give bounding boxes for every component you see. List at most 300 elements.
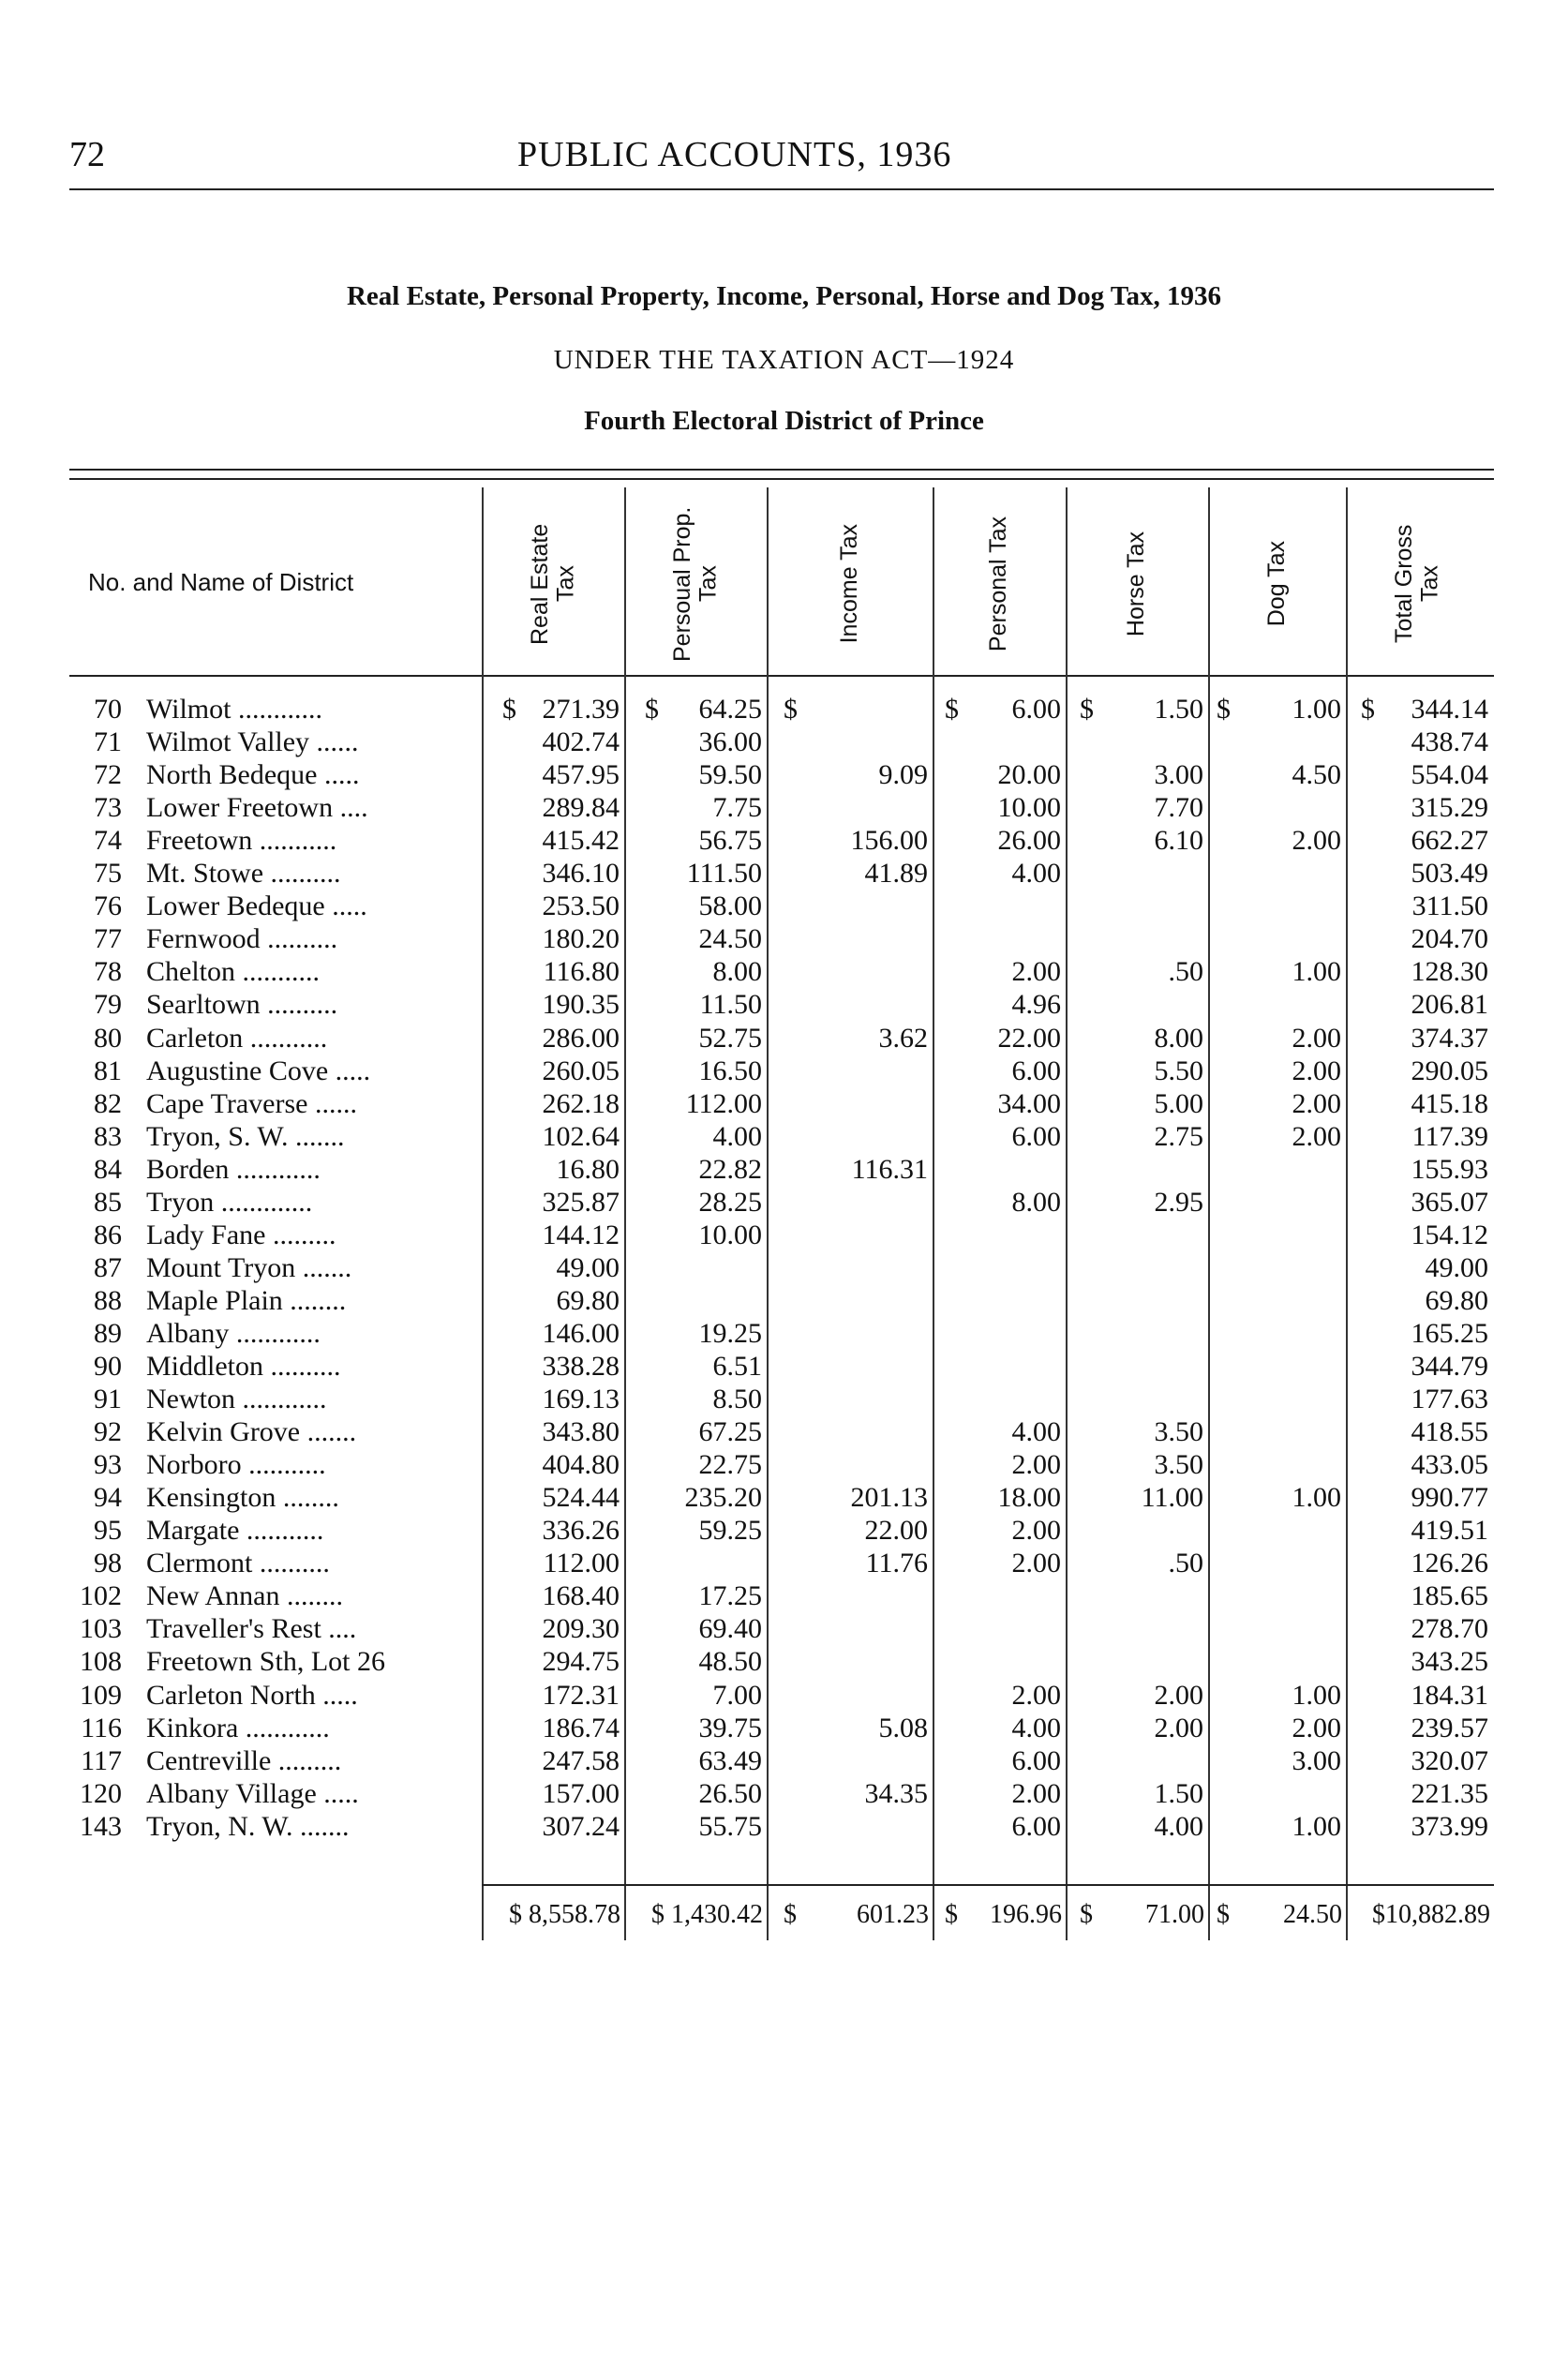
cell-total: 177.63: [1411, 1384, 1488, 1415]
cell-total: 374.37: [1411, 1022, 1488, 1054]
cell-personal: 8.00: [1011, 1186, 1061, 1218]
district-name: Kinkora ............: [146, 1712, 330, 1743]
cell-real-estate: 112.00: [543, 1548, 620, 1579]
district-number: 86: [94, 1219, 122, 1250]
cell-real-estate: 346.10: [542, 858, 620, 890]
cell-total: 278.70: [1411, 1613, 1488, 1645]
cell-real-estate: 144.12: [542, 1219, 620, 1250]
cell-horse: 6.10: [1154, 825, 1203, 857]
cell-horse: 3.00: [1154, 759, 1203, 791]
district-name: Lower Freetown ....: [146, 792, 368, 824]
table-top-rule: [69, 469, 1494, 471]
cell-total: 126.26: [1411, 1548, 1488, 1579]
total-dog: 24.50: [1283, 1900, 1342, 1929]
cell-total: 315.29: [1411, 792, 1488, 824]
table-row: [0, 1514, 1568, 1547]
cell-personal: 2.00: [1011, 1515, 1061, 1547]
total-personal-prop: $ 1,430.42: [651, 1900, 763, 1929]
cell-personal: 6.00: [1011, 1120, 1061, 1152]
cell-dog: 3.00: [1292, 1744, 1341, 1776]
cell-personal: 6.00: [1011, 694, 1061, 725]
table-row: [0, 1022, 1568, 1055]
cell-horse: 2.75: [1154, 1120, 1203, 1152]
cell-personal-prop: 56.75: [698, 825, 762, 857]
cell-dog: 4.50: [1292, 759, 1341, 791]
cell-personal-prop: 11.50: [699, 989, 762, 1021]
district-number: 116: [81, 1712, 122, 1743]
cell-total: 503.49: [1411, 858, 1488, 890]
cell-personal-prop: 26.50: [698, 1777, 762, 1809]
district-number: 108: [80, 1646, 122, 1678]
cell-personal-prop: 8.00: [712, 956, 762, 988]
cell-horse: 5.50: [1154, 1055, 1203, 1086]
dollar-sign: $: [1080, 1900, 1093, 1929]
cell-income: 9.09: [878, 759, 928, 791]
table-row: [0, 1120, 1568, 1153]
district-name: Cape Traverse ......: [146, 1087, 357, 1119]
table-row: [0, 758, 1568, 791]
cell-real-estate: 271.39: [542, 694, 620, 725]
column-header-horse: Horse Tax: [1123, 531, 1150, 637]
cell-real-estate: 457.95: [542, 759, 620, 791]
total-gross: $10,882.89: [1372, 1900, 1490, 1929]
cell-income: 11.76: [865, 1548, 928, 1579]
table-row: [0, 1645, 1568, 1678]
district-name: Tryon, N. W. .......: [146, 1810, 350, 1842]
cell-horse: 11.00: [1141, 1482, 1203, 1514]
cell-real-estate: 343.80: [542, 1416, 620, 1448]
cell-personal-prop: 59.50: [698, 759, 762, 791]
district-name: Kensington ........: [146, 1482, 339, 1514]
cell-personal: 34.00: [997, 1087, 1061, 1119]
district-name: Margate ...........: [146, 1515, 324, 1547]
table-subtitle: UNDER THE TAXATION ACT—1924: [553, 345, 1015, 375]
dollar-sign: $: [784, 1900, 797, 1929]
table-row: [0, 988, 1568, 1021]
cell-total: 320.07: [1411, 1744, 1488, 1776]
cell-total: 154.12: [1411, 1219, 1488, 1250]
district-number: 120: [80, 1777, 122, 1809]
header-bottom-rule: [69, 675, 1494, 677]
column-header-total: Total Gross Tax: [1390, 524, 1442, 644]
table-row: [0, 1481, 1568, 1514]
district-name: Mt. Stowe ..........: [146, 858, 341, 890]
cell-total: 343.25: [1411, 1646, 1488, 1678]
totals-rule: [482, 1884, 1494, 1886]
cell-real-estate: 69.80: [556, 1284, 620, 1316]
cell-personal-prop: 48.50: [698, 1646, 762, 1678]
district-number: 80: [94, 1022, 122, 1054]
total-real-estate: $ 8,558.78: [509, 1900, 620, 1929]
table-row: [0, 1415, 1568, 1448]
table-row: [0, 1087, 1568, 1120]
cell-personal: 22.00: [997, 1022, 1061, 1054]
dollar-sign: $: [502, 694, 516, 725]
cell-personal-prop: 24.50: [698, 923, 762, 955]
dollar-sign: $: [1217, 1900, 1230, 1929]
cell-real-estate: 524.44: [542, 1482, 620, 1514]
cell-total: 185.65: [1411, 1580, 1488, 1612]
column-header-income: Income Tax: [835, 524, 862, 644]
cell-personal-prop: 39.75: [698, 1712, 762, 1743]
column-header-dog: Dog Tax: [1262, 541, 1290, 627]
cell-personal-prop: 19.25: [698, 1317, 762, 1349]
cell-personal-prop: 22.75: [698, 1449, 762, 1481]
cell-horse: 3.50: [1154, 1449, 1203, 1481]
column-header-personal: Personal Tax: [985, 516, 1012, 652]
table-row: [0, 1712, 1568, 1744]
district-name: Borden ............: [146, 1153, 321, 1185]
district-name: Maple Plain ........: [146, 1284, 347, 1316]
cell-dog: 2.00: [1292, 1087, 1341, 1119]
cell-personal-prop: 58.00: [698, 890, 762, 922]
district-number: 102: [80, 1580, 122, 1612]
cell-personal: 2.00: [1011, 1777, 1061, 1809]
district-name: Carleton North .....: [146, 1679, 358, 1711]
cell-total: 117.39: [1411, 1120, 1488, 1152]
cell-dog: 1.00: [1292, 1810, 1341, 1842]
cell-dog: 2.00: [1292, 1055, 1341, 1086]
cell-real-estate: 336.26: [542, 1515, 620, 1547]
table-row: [0, 1579, 1568, 1612]
dollar-sign: $: [945, 694, 959, 725]
cell-dog: 1.00: [1292, 1482, 1341, 1514]
table-row: [0, 1251, 1568, 1284]
district-name: North Bedeque .....: [146, 759, 360, 791]
district-number: 74: [94, 825, 122, 857]
cell-personal-prop: 55.75: [698, 1810, 762, 1842]
district-name: Tryon .............: [146, 1186, 313, 1218]
running-head: PUBLIC ACCOUNTS, 1936: [517, 135, 952, 174]
district-name: New Annan ........: [146, 1580, 343, 1612]
cell-total: 69.80: [1425, 1284, 1488, 1316]
district-number: 117: [81, 1744, 122, 1776]
cell-total: 433.05: [1411, 1449, 1488, 1481]
district-number: 92: [94, 1416, 122, 1448]
column-header-personal-prop: Persoual Prop. Tax: [668, 506, 721, 662]
cell-real-estate: 16.80: [556, 1153, 620, 1185]
dollar-sign: $: [1217, 694, 1231, 725]
district-number: 70: [94, 694, 122, 725]
cell-total: 184.31: [1411, 1679, 1488, 1711]
cell-real-estate: 180.20: [542, 923, 620, 955]
cell-real-estate: 338.28: [542, 1351, 620, 1382]
cell-real-estate: 49.00: [556, 1251, 620, 1283]
cell-personal: 2.00: [1011, 1548, 1061, 1579]
district-name: Kelvin Grove .......: [146, 1416, 357, 1448]
cell-personal-prop: 111.50: [686, 858, 762, 890]
cell-dog: 1.00: [1292, 956, 1341, 988]
district-name: Freetown Sth, Lot 26: [146, 1646, 385, 1678]
table-row: [0, 1612, 1568, 1645]
district-name: Chelton ...........: [146, 956, 320, 988]
cell-horse: 5.00: [1154, 1087, 1203, 1119]
district-number: 103: [80, 1613, 122, 1645]
cell-income: 5.08: [878, 1712, 928, 1743]
cell-personal-prop: 59.25: [698, 1515, 762, 1547]
cell-real-estate: 289.84: [542, 792, 620, 824]
cell-personal: 4.00: [1011, 1712, 1061, 1743]
table-row: [0, 1448, 1568, 1481]
cell-total: 204.70: [1411, 923, 1488, 955]
district-number: 85: [94, 1186, 122, 1218]
cell-total: 418.55: [1411, 1416, 1488, 1448]
cell-personal: 4.00: [1011, 1416, 1061, 1448]
district-number: 78: [94, 956, 122, 988]
cell-real-estate: 190.35: [542, 989, 620, 1021]
cell-real-estate: 260.05: [542, 1055, 620, 1086]
district-heading: Fourth Electoral District of Prince: [584, 406, 984, 436]
cell-real-estate: 402.74: [542, 726, 620, 758]
cell-personal: 2.00: [1011, 1449, 1061, 1481]
cell-personal: 4.00: [1011, 858, 1061, 890]
cell-total: 373.99: [1411, 1810, 1488, 1842]
cell-real-estate: 253.50: [542, 890, 620, 922]
district-name: Traveller's Rest ....: [146, 1613, 357, 1645]
table-row: [0, 791, 1568, 824]
district-name: Norboro ...........: [146, 1449, 326, 1481]
cell-personal-prop: 69.40: [698, 1613, 762, 1645]
header-rule: [69, 188, 1494, 190]
table-top-rule-2: [69, 478, 1494, 480]
cell-income: 3.62: [878, 1022, 928, 1054]
cell-personal-prop: 17.25: [698, 1580, 762, 1612]
table-row: [0, 1744, 1568, 1777]
district-name: Albany ............: [146, 1317, 321, 1349]
table-row: [0, 1383, 1568, 1415]
district-name: Newton ............: [146, 1384, 327, 1415]
district-number: 89: [94, 1317, 122, 1349]
cell-personal: 26.00: [997, 825, 1061, 857]
district-number: 88: [94, 1284, 122, 1316]
cell-total: 662.27: [1411, 825, 1488, 857]
table-row: [0, 726, 1568, 758]
cell-real-estate: 157.00: [542, 1777, 620, 1809]
cell-horse: 1.50: [1154, 1777, 1203, 1809]
district-number: 93: [94, 1449, 122, 1481]
cell-dog: 2.00: [1292, 1022, 1341, 1054]
cell-real-estate: 247.58: [542, 1744, 620, 1776]
cell-real-estate: 169.13: [542, 1384, 620, 1415]
table-row: [0, 890, 1568, 922]
cell-personal: 18.00: [997, 1482, 1061, 1514]
cell-dog: 1.00: [1292, 694, 1341, 725]
cell-real-estate: 307.24: [542, 1810, 620, 1842]
district-name: Mount Tryon .......: [146, 1251, 352, 1283]
cell-personal-prop: 64.25: [698, 694, 762, 725]
cell-personal-prop: 52.75: [698, 1022, 762, 1054]
cell-real-estate: 209.30: [542, 1613, 620, 1645]
cell-total: 290.05: [1411, 1055, 1488, 1086]
cell-horse: 2.00: [1154, 1712, 1203, 1743]
cell-total: 344.14: [1411, 694, 1488, 725]
cell-real-estate: 404.80: [542, 1449, 620, 1481]
table-row: [0, 1055, 1568, 1087]
cell-dog: 2.00: [1292, 1712, 1341, 1743]
cell-total: 311.50: [1411, 890, 1488, 922]
cell-total: 438.74: [1411, 726, 1488, 758]
district-name: Fernwood ..........: [146, 923, 338, 955]
district-name: Centreville .........: [146, 1744, 342, 1776]
cell-real-estate: 286.00: [542, 1022, 620, 1054]
cell-total: 419.51: [1411, 1515, 1488, 1547]
cell-real-estate: 102.64: [542, 1120, 620, 1152]
table-row: [0, 1153, 1568, 1186]
cell-income: 34.35: [864, 1777, 928, 1809]
table-row: [0, 1284, 1568, 1317]
cell-total: 49.00: [1425, 1251, 1488, 1283]
district-name: Searltown ..........: [146, 989, 338, 1021]
cell-personal: 20.00: [997, 759, 1061, 791]
cell-personal: 2.00: [1011, 1679, 1061, 1711]
cell-total: 239.57: [1411, 1712, 1488, 1743]
cell-personal-prop: 36.00: [698, 726, 762, 758]
district-number: 81: [94, 1055, 122, 1086]
cell-dog: 2.00: [1292, 825, 1341, 857]
cell-horse: 1.50: [1154, 694, 1203, 725]
table-row: [0, 1317, 1568, 1350]
column-header-real-estate: Real Estate Tax: [526, 523, 578, 645]
district-name: Augustine Cove .....: [146, 1055, 371, 1086]
cell-income: 116.31: [851, 1153, 928, 1185]
cell-real-estate: 294.75: [542, 1646, 620, 1678]
cell-real-estate: 146.00: [542, 1317, 620, 1349]
cell-personal: 6.00: [1011, 1744, 1061, 1776]
table-row: [0, 857, 1568, 890]
cell-real-estate: 262.18: [542, 1087, 620, 1119]
cell-personal-prop: 63.49: [698, 1744, 762, 1776]
district-number: 77: [94, 923, 122, 955]
cell-income: 41.89: [864, 858, 928, 890]
cell-total: 365.07: [1411, 1186, 1488, 1218]
cell-total: 221.35: [1411, 1777, 1488, 1809]
district-name: Albany Village .....: [146, 1777, 359, 1809]
cell-income: 22.00: [864, 1515, 928, 1547]
cell-personal-prop: 8.50: [712, 1384, 762, 1415]
cell-personal-prop: 28.25: [698, 1186, 762, 1218]
cell-personal-prop: 10.00: [698, 1219, 762, 1250]
cell-personal: 6.00: [1011, 1055, 1061, 1086]
cell-personal-prop: 7.75: [712, 792, 762, 824]
district-number: 143: [80, 1810, 122, 1842]
table-row: [0, 1777, 1568, 1810]
cell-horse: 3.50: [1154, 1416, 1203, 1448]
table-row: [0, 955, 1568, 988]
total-horse: 71.00: [1145, 1900, 1204, 1929]
district-number: 76: [94, 890, 122, 922]
cell-personal-prop: 112.00: [685, 1087, 762, 1119]
cell-total: 155.93: [1411, 1153, 1488, 1185]
cell-horse: .50: [1168, 956, 1203, 988]
table-row: [0, 1219, 1568, 1251]
district-number: 75: [94, 858, 122, 890]
district-number: 95: [94, 1515, 122, 1547]
dollar-sign: $: [1361, 694, 1375, 725]
cell-real-estate: 415.42: [542, 825, 620, 857]
cell-personal: 4.96: [1011, 989, 1061, 1021]
cell-horse: .50: [1168, 1548, 1203, 1579]
cell-personal-prop: 67.25: [698, 1416, 762, 1448]
district-number: 73: [94, 792, 122, 824]
district-number: 94: [94, 1482, 122, 1514]
cell-personal-prop: 4.00: [712, 1120, 762, 1152]
table-row: [0, 1547, 1568, 1579]
cell-total: 206.81: [1411, 989, 1488, 1021]
cell-total: 165.25: [1411, 1317, 1488, 1349]
cell-total: 990.77: [1411, 1482, 1488, 1514]
cell-total: 344.79: [1411, 1351, 1488, 1382]
page-number: 72: [69, 135, 105, 174]
dollar-sign: $: [1080, 694, 1094, 725]
cell-dog: 1.00: [1292, 1679, 1341, 1711]
district-name: Clermont ..........: [146, 1548, 330, 1579]
table-row: [0, 693, 1568, 726]
cell-personal: 6.00: [1011, 1810, 1061, 1842]
district-number: 87: [94, 1251, 122, 1283]
district-number: 72: [94, 759, 122, 791]
cell-real-estate: 168.40: [542, 1580, 620, 1612]
table-row: [0, 1810, 1568, 1843]
district-number: 84: [94, 1153, 122, 1185]
cell-total: 128.30: [1411, 956, 1488, 988]
cell-dog: 2.00: [1292, 1120, 1341, 1152]
dollar-sign: $: [784, 694, 798, 725]
cell-total: 554.04: [1411, 759, 1488, 791]
district-name: Wilmot ............: [146, 694, 322, 725]
district-name: Wilmot Valley ......: [146, 726, 359, 758]
total-personal: 196.96: [990, 1900, 1062, 1929]
cell-horse: 2.95: [1154, 1186, 1203, 1218]
district-number: 91: [94, 1384, 122, 1415]
cell-personal-prop: 6.51: [712, 1351, 762, 1382]
total-income: 601.23: [857, 1900, 929, 1929]
table-row: [0, 1679, 1568, 1712]
table-row: [0, 1350, 1568, 1383]
table-row: [0, 824, 1568, 857]
table-row: [0, 922, 1568, 955]
district-number: 79: [94, 989, 122, 1021]
district-number: 83: [94, 1120, 122, 1152]
district-name: Lower Bedeque .....: [146, 890, 367, 922]
cell-personal: 10.00: [997, 792, 1061, 824]
cell-horse: 2.00: [1154, 1679, 1203, 1711]
cell-real-estate: 325.87: [542, 1186, 620, 1218]
district-name: Middleton ..........: [146, 1351, 341, 1382]
cell-horse: 8.00: [1154, 1022, 1203, 1054]
cell-horse: 7.70: [1154, 792, 1203, 824]
district-name: Carleton ...........: [146, 1022, 328, 1054]
table-title: Real Estate, Personal Property, Income, Personal, Horse and Dog Tax, 1936: [346, 281, 1222, 311]
district-number: 90: [94, 1351, 122, 1382]
district-name: Tryon, S. W. .......: [146, 1120, 345, 1152]
district-number: 82: [94, 1087, 122, 1119]
cell-income: 156.00: [850, 825, 928, 857]
cell-personal-prop: 7.00: [712, 1679, 762, 1711]
district-number: 109: [80, 1679, 122, 1711]
cell-personal-prop: 235.20: [684, 1482, 762, 1514]
cell-personal: 2.00: [1011, 956, 1061, 988]
district-name: Lady Fane .........: [146, 1219, 336, 1250]
cell-personal-prop: 22.82: [698, 1153, 762, 1185]
cell-total: 415.18: [1411, 1087, 1488, 1119]
table-row: [0, 1186, 1568, 1219]
cell-real-estate: 186.74: [542, 1712, 620, 1743]
district-number: 71: [94, 726, 122, 758]
dollar-sign: $: [945, 1900, 958, 1929]
cell-real-estate: 116.80: [543, 956, 620, 988]
cell-personal-prop: 16.50: [698, 1055, 762, 1086]
cell-real-estate: 172.31: [542, 1679, 620, 1711]
